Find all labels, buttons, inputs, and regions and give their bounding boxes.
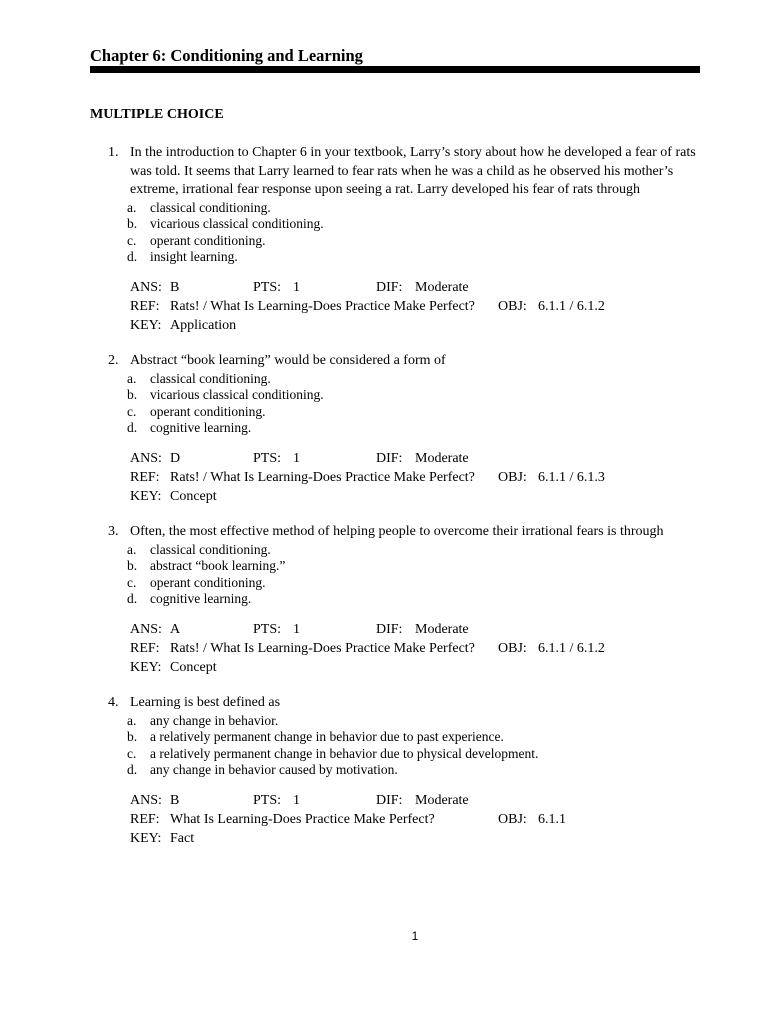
pts-value: 1 bbox=[293, 621, 300, 637]
obj-value: 6.1.1 / 6.1.3 bbox=[538, 469, 605, 485]
ref-label: REF: bbox=[130, 298, 160, 314]
ans-label: ANS: bbox=[130, 621, 162, 637]
option-c bbox=[127, 575, 700, 592]
question-number: 1. bbox=[108, 145, 119, 160]
meta-row-ref bbox=[130, 639, 700, 658]
question-4 bbox=[108, 694, 700, 848]
ref-value: Rats! / What Is Learning-Does Practice Make Perfect? bbox=[170, 298, 475, 314]
dif-value: Moderate bbox=[415, 621, 469, 637]
option-d bbox=[127, 249, 700, 266]
option-text: any change in behavior. bbox=[150, 712, 279, 728]
obj-label: OBJ: bbox=[498, 469, 527, 485]
options-list bbox=[127, 371, 700, 437]
question-stem: Abstract “book learning” would be considered a form of bbox=[130, 353, 446, 368]
option-text: abstract “book learning.” bbox=[150, 558, 286, 573]
meta-row-key bbox=[130, 487, 700, 506]
option-text: insight learning. bbox=[150, 249, 238, 264]
chapter-title: Chapter 6: Conditioning and Learning bbox=[90, 46, 363, 65]
option-letter: a. bbox=[127, 199, 137, 215]
obj-value: 6.1.1 bbox=[538, 811, 566, 827]
ans-value: B bbox=[170, 279, 180, 295]
option-a bbox=[127, 542, 700, 559]
option-letter: d. bbox=[127, 762, 138, 777]
key-label: KEY: bbox=[130, 659, 162, 675]
option-letter: c. bbox=[127, 574, 137, 590]
key-label: KEY: bbox=[130, 317, 162, 333]
dif-value: Moderate bbox=[415, 792, 469, 808]
option-letter: c. bbox=[127, 403, 137, 419]
obj-label: OBJ: bbox=[498, 298, 527, 314]
option-text: classical conditioning. bbox=[150, 541, 271, 557]
obj-value: 6.1.1 / 6.1.2 bbox=[538, 640, 605, 656]
obj-label: OBJ: bbox=[498, 640, 527, 656]
option-text: cognitive learning. bbox=[150, 591, 252, 606]
option-text: classical conditioning. bbox=[150, 199, 271, 215]
pts-label: PTS: bbox=[253, 450, 282, 466]
option-letter: b. bbox=[127, 387, 138, 402]
option-c bbox=[127, 233, 700, 250]
option-text: vicarious classical conditioning. bbox=[150, 387, 324, 402]
option-d bbox=[127, 762, 700, 779]
meta-row-ans bbox=[130, 278, 700, 297]
ref-label: REF: bbox=[130, 640, 160, 656]
dif-label: DIF: bbox=[376, 621, 403, 637]
option-letter: d. bbox=[127, 249, 138, 264]
meta-row-ref bbox=[130, 468, 700, 487]
option-text: any change in behavior caused by motivation. bbox=[150, 762, 398, 777]
option-letter: b. bbox=[127, 216, 138, 231]
option-letter: c. bbox=[127, 232, 137, 248]
dif-label: DIF: bbox=[376, 450, 403, 466]
dif-label: DIF: bbox=[376, 279, 403, 295]
title-rule bbox=[90, 66, 700, 73]
meta-row-ans bbox=[130, 791, 700, 810]
options-list bbox=[127, 200, 700, 266]
ans-value: B bbox=[170, 792, 180, 808]
key-value: Application bbox=[170, 317, 237, 333]
option-letter: b. bbox=[127, 729, 138, 744]
ans-label: ANS: bbox=[130, 450, 162, 466]
answer-meta bbox=[130, 449, 700, 506]
option-text: operant conditioning. bbox=[150, 232, 266, 248]
page-number: 1 bbox=[411, 929, 419, 943]
option-c bbox=[127, 404, 700, 421]
option-d bbox=[127, 591, 700, 608]
option-text: vicarious classical conditioning. bbox=[150, 216, 324, 231]
ans-value: D bbox=[170, 450, 181, 466]
option-letter: a. bbox=[127, 712, 137, 728]
question-number: 3. bbox=[108, 524, 119, 539]
meta-row-key bbox=[130, 658, 700, 677]
key-value: Concept bbox=[170, 488, 217, 504]
ans-value: A bbox=[170, 621, 181, 637]
meta-row-ref bbox=[130, 810, 700, 829]
option-text: cognitive learning. bbox=[150, 420, 252, 435]
option-letter: a. bbox=[127, 370, 137, 386]
answer-meta bbox=[130, 278, 700, 335]
option-a bbox=[127, 371, 700, 388]
option-text: classical conditioning. bbox=[150, 370, 271, 386]
key-value: Fact bbox=[170, 830, 195, 846]
ref-label: REF: bbox=[130, 811, 160, 827]
option-b bbox=[127, 729, 700, 746]
option-a bbox=[127, 713, 700, 730]
key-label: KEY: bbox=[130, 830, 162, 846]
ref-value: Rats! / What Is Learning-Does Practice Make Perfect? bbox=[170, 469, 475, 485]
option-b bbox=[127, 216, 700, 233]
section-heading: MULTIPLE CHOICE bbox=[90, 107, 224, 122]
question-2 bbox=[108, 352, 700, 506]
obj-value: 6.1.1 / 6.1.2 bbox=[538, 298, 605, 314]
dif-label: DIF: bbox=[376, 792, 403, 808]
key-value: Concept bbox=[170, 659, 217, 675]
pts-value: 1 bbox=[293, 279, 300, 295]
ref-label: REF: bbox=[130, 469, 160, 485]
question-number: 4. bbox=[108, 695, 119, 710]
question-stem-row bbox=[108, 523, 700, 542]
option-b bbox=[127, 558, 700, 575]
option-text: a relatively permanent change in behavior due to physical development. bbox=[150, 745, 539, 761]
option-text: operant conditioning. bbox=[150, 574, 266, 590]
pts-label: PTS: bbox=[253, 792, 282, 808]
question-stem: Learning is best defined as bbox=[130, 695, 281, 710]
pts-label: PTS: bbox=[253, 279, 282, 295]
option-letter: b. bbox=[127, 558, 138, 573]
question-stem-row bbox=[108, 144, 700, 200]
option-text: operant conditioning. bbox=[150, 403, 266, 419]
option-letter: d. bbox=[127, 591, 138, 606]
option-a bbox=[127, 200, 700, 217]
question-3 bbox=[108, 523, 700, 677]
option-d bbox=[127, 420, 700, 437]
question-1 bbox=[108, 144, 700, 335]
ans-label: ANS: bbox=[130, 792, 162, 808]
answer-meta bbox=[130, 620, 700, 677]
meta-row-ans bbox=[130, 620, 700, 639]
obj-label: OBJ: bbox=[498, 811, 527, 827]
options-list bbox=[127, 713, 700, 779]
pts-value: 1 bbox=[293, 450, 300, 466]
option-text: a relatively permanent change in behavior due to past experience. bbox=[150, 729, 504, 744]
meta-row-key bbox=[130, 829, 700, 848]
option-b bbox=[127, 387, 700, 404]
option-c bbox=[127, 746, 700, 763]
meta-row-ref bbox=[130, 297, 700, 316]
key-label: KEY: bbox=[130, 488, 162, 504]
question-stem-row bbox=[108, 694, 700, 713]
meta-row-key bbox=[130, 316, 700, 335]
option-letter: c. bbox=[127, 745, 137, 761]
question-stem: In the introduction to Chapter 6 in your textbook, Larry’s story about how he developed a fear of rats was told. It seems that Larry learned to fear rats when he was a child as he observed his mother’s extreme, irrational fear response upon seeing a rat. Larry developed his fear of rats through bbox=[130, 145, 696, 197]
dif-value: Moderate bbox=[415, 279, 469, 295]
ref-value: What Is Learning-Does Practice Make Perfect? bbox=[170, 811, 435, 827]
option-letter: d. bbox=[127, 420, 138, 435]
option-letter: a. bbox=[127, 541, 137, 557]
answer-meta bbox=[130, 791, 700, 848]
options-list bbox=[127, 542, 700, 608]
pts-value: 1 bbox=[293, 792, 300, 808]
question-number: 2. bbox=[108, 353, 119, 368]
ref-value: Rats! / What Is Learning-Does Practice Make Perfect? bbox=[170, 640, 475, 656]
meta-row-ans bbox=[130, 449, 700, 468]
question-stem-row bbox=[108, 352, 700, 371]
ans-label: ANS: bbox=[130, 279, 162, 295]
pts-label: PTS: bbox=[253, 621, 282, 637]
dif-value: Moderate bbox=[415, 450, 469, 466]
question-stem: Often, the most effective method of helping people to overcome their irrational fears is through bbox=[130, 524, 664, 539]
